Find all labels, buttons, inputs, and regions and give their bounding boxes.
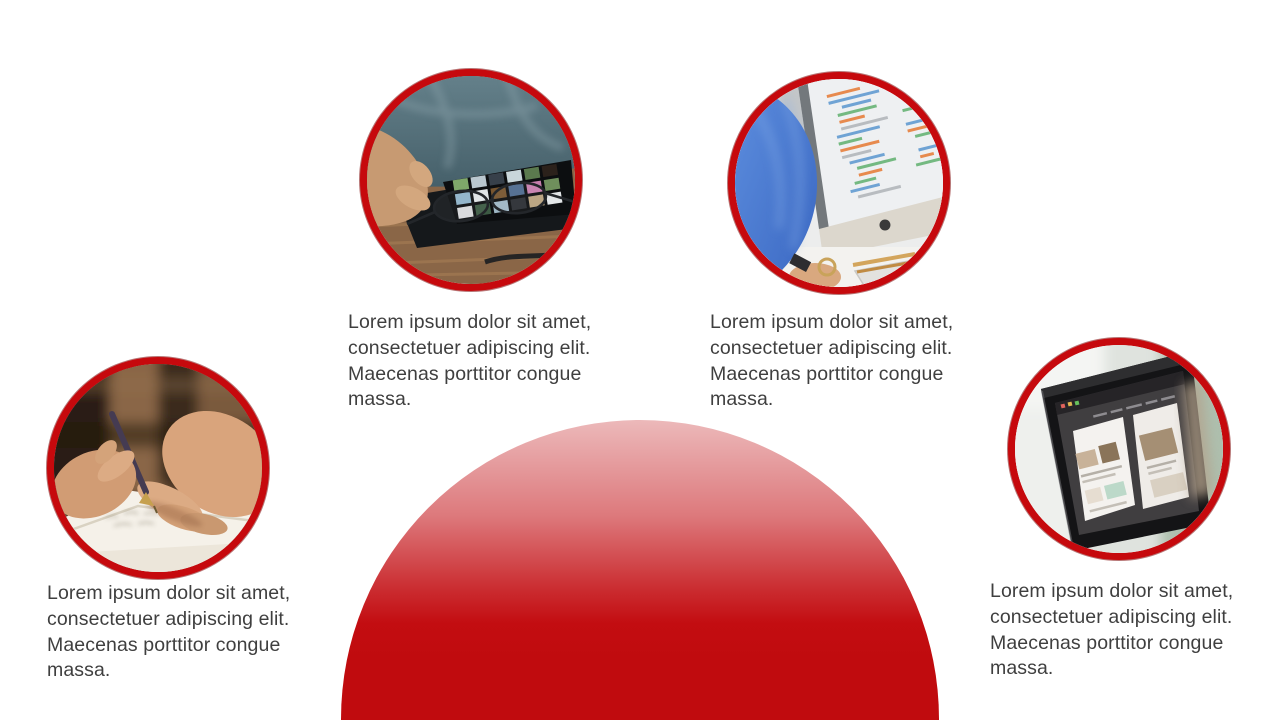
photo-circle-tablet-glasses bbox=[360, 69, 582, 291]
caption-line: Maecenas porttitor congue bbox=[47, 633, 281, 656]
caption-line: Maecenas porttitor congue bbox=[990, 631, 1224, 654]
caption-line: massa. bbox=[710, 388, 774, 411]
caption-line: Lorem ipsum dolor sit amet, bbox=[990, 580, 1234, 602]
caption-line: massa. bbox=[47, 659, 111, 682]
design-monitor-image bbox=[1015, 345, 1223, 553]
caption-line: consectetuer adipiscing elit. bbox=[710, 336, 953, 359]
caption-line: Lorem ipsum dolor sit amet, bbox=[47, 582, 291, 604]
photo-circle-design-monitor bbox=[1008, 338, 1230, 560]
caption-bottom-left bbox=[47, 581, 317, 684]
caption-top-center-right bbox=[710, 310, 980, 413]
caption-line: consectetuer adipiscing elit. bbox=[47, 607, 290, 630]
imac-coding-image bbox=[735, 79, 943, 287]
tablet-glasses-image bbox=[367, 76, 575, 284]
photo-circle-imac-coding bbox=[728, 72, 950, 294]
caption-line: Maecenas porttitor congue bbox=[348, 362, 582, 385]
caption-line: massa. bbox=[990, 657, 1054, 680]
photo-circle-writing-hands bbox=[47, 357, 269, 579]
caption-line: Maecenas porttitor congue bbox=[710, 362, 944, 385]
writing-hands-image bbox=[54, 364, 262, 572]
caption-middle-right bbox=[990, 579, 1260, 682]
caption-line: consectetuer adipiscing elit. bbox=[348, 336, 591, 359]
caption-line: Lorem ipsum dolor sit amet, bbox=[710, 311, 954, 333]
red-semicircle-decoration bbox=[341, 420, 939, 720]
caption-line: Lorem ipsum dolor sit amet, bbox=[348, 311, 592, 333]
caption-line: consectetuer adipiscing elit. bbox=[990, 605, 1233, 628]
caption-top-center-left bbox=[348, 310, 618, 413]
caption-line: massa. bbox=[348, 388, 412, 411]
